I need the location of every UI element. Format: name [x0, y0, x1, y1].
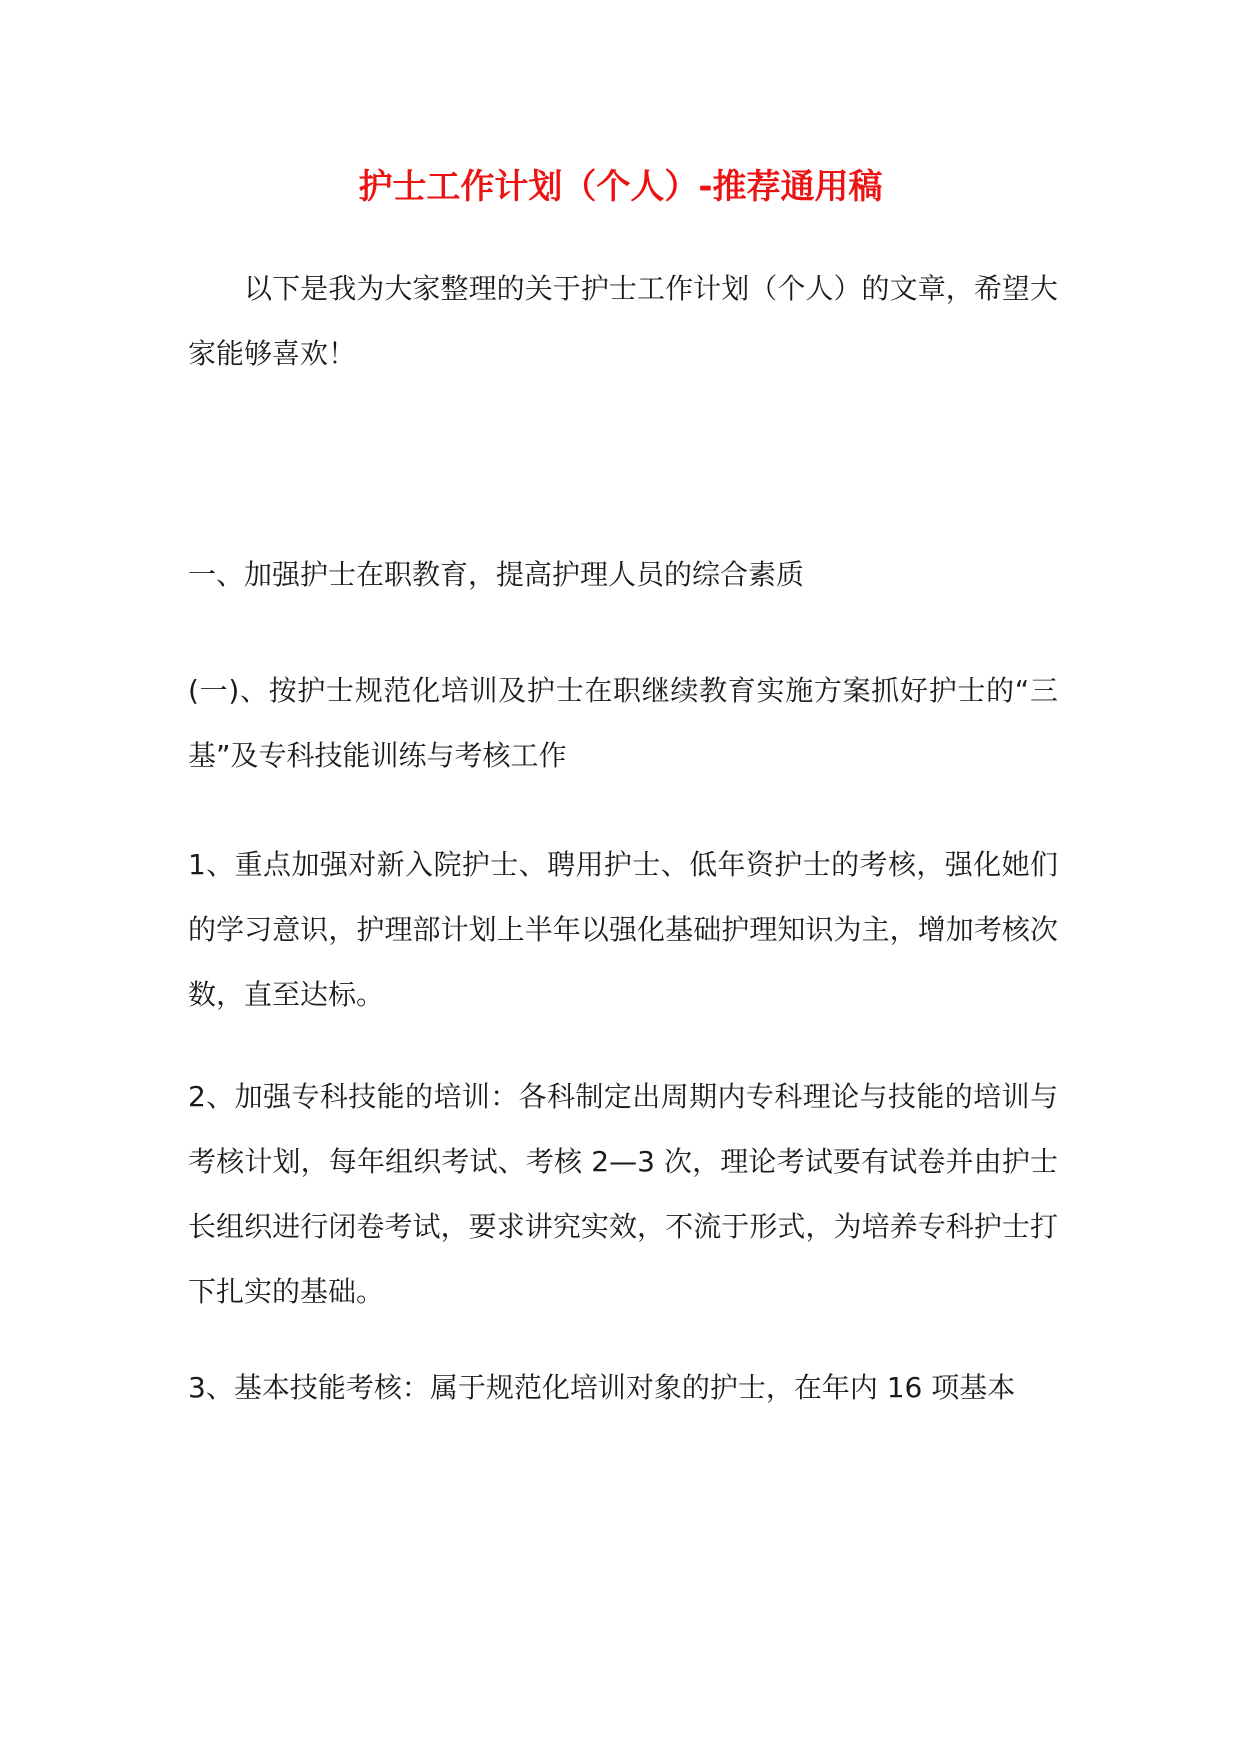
- subsection-heading: (一)、按护士规范化培训及护士在职继续教育实施方案抓好护士的“三基”及专科技能训练与考核工作: [188, 674, 1058, 772]
- list-item-3: 3、基本技能考核：属于规范化培训对象的护士，在年内 16 项基本: [188, 1371, 1016, 1404]
- intro-paragraph: 以下是我为大家整理的关于护士工作计划（个人）的文章，希望大家能够喜欢！: [188, 272, 1058, 370]
- document-title: 护士工作计划（个人）-推荐通用稿: [358, 167, 883, 207]
- list-item-2: 2、加强专科技能的培训：各科制定出周期内专科理论与技能的培训与考核计划，每年组织考试、考核 2—3 次，理论考试要有试卷并由护士长组织进行闭卷考试，要求讲究实效，不流于形式，为培养专科护士打下扎实的基础。: [188, 1080, 1058, 1308]
- list-item-1: 1、重点加强对新入院护士、聘用护士、低年资护士的考核，强化她们的学习意识，护理部计划上半年以强化基础护理知识为主，增加考核次数，直至达标。: [188, 848, 1058, 1011]
- section-heading: 一、加强护士在职教育，提高护理人员的综合素质: [188, 558, 805, 591]
